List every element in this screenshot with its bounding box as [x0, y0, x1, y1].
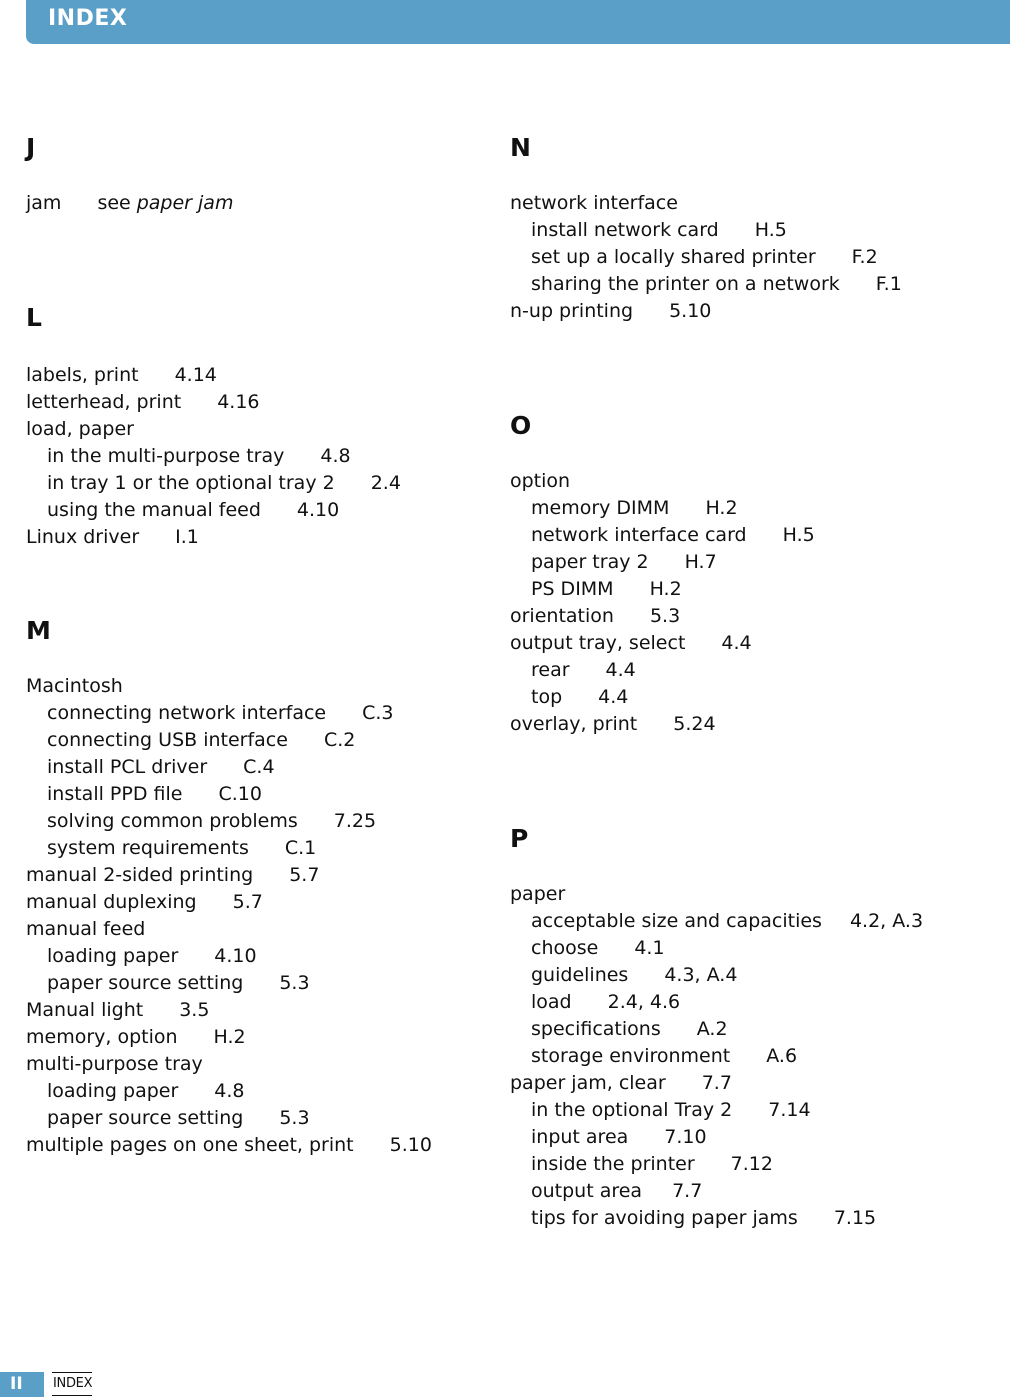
index-entry [510, 711, 970, 738]
index-entry [26, 1024, 486, 1051]
index-term: in the optional Tray 2 [531, 1099, 733, 1121]
index-entry [510, 190, 970, 217]
index-term: option [510, 470, 571, 492]
page-ref-link[interactable]: 4.1 [634, 937, 665, 959]
page-ref-link[interactable]: 4.16 [217, 391, 260, 413]
page-ref-link[interactable]: 4.8 [320, 445, 351, 467]
index-list-o [510, 468, 970, 738]
page-ref-link[interactable]: H.2 [213, 1026, 246, 1048]
index-subentry [510, 1178, 970, 1205]
index-term: jam [26, 192, 62, 214]
see-label: see [97, 192, 131, 214]
index-term: sharing the printer on a network [531, 273, 840, 295]
index-subentry [510, 908, 970, 935]
page-ref-link[interactable]: 4.8 [214, 1080, 245, 1102]
index-entry [26, 889, 486, 916]
index-subentry [510, 684, 970, 711]
page-ref-link[interactable]: A.6 [766, 1045, 798, 1067]
index-entry [26, 524, 486, 551]
index-entry [26, 997, 486, 1024]
index-term: Macintosh [26, 675, 123, 697]
page-ref-link[interactable]: H.5 [782, 524, 815, 546]
page-ref-link[interactable]: 2.4 [370, 472, 401, 494]
index-term: paper tray 2 [531, 551, 649, 573]
index-term: choose [531, 937, 599, 959]
index-term: install PPD file [47, 783, 183, 805]
index-term: multi-purpose tray [26, 1053, 203, 1075]
index-term: using the manual feed [47, 499, 261, 521]
index-term: network interface [510, 192, 678, 214]
index-subentry [26, 754, 486, 781]
page-ref-link[interactable]: C.1 [284, 837, 317, 859]
index-subentry [26, 497, 486, 524]
index-term: acceptable size and capacities [531, 910, 822, 932]
page-ref-link[interactable]: 4.14 [174, 364, 217, 386]
index-term: PS DIMM [531, 578, 614, 600]
index-list-n [510, 190, 970, 325]
index-term: load, paper [26, 418, 134, 440]
index-term: labels, print [26, 364, 139, 386]
index-term: load [531, 991, 572, 1013]
index-list-m [26, 673, 486, 1159]
page-ref-link[interactable]: 5.7 [289, 864, 320, 886]
index-entry [510, 603, 970, 630]
index-term: install network card [531, 219, 719, 241]
page-ref-link[interactable]: 4.4 [605, 659, 636, 681]
index-subentry [510, 244, 970, 271]
index-entry [26, 862, 486, 889]
index-subentry [510, 1151, 970, 1178]
index-subentry [26, 443, 486, 470]
index-subentry [26, 835, 486, 862]
index-subentry [510, 1016, 970, 1043]
index-term: manual duplexing [26, 891, 197, 913]
index-entry [510, 298, 970, 325]
page-ref-link[interactable]: 7.12 [730, 1153, 773, 1175]
index-subentry [510, 522, 970, 549]
index-entry [26, 673, 486, 700]
index-subentry [510, 1043, 970, 1070]
index-term: guidelines [531, 964, 629, 986]
index-subentry [26, 808, 486, 835]
index-term: top [531, 686, 563, 708]
index-term: input area [531, 1126, 629, 1148]
page-ref-link[interactable]: 2.4, 4.6 [607, 991, 681, 1013]
index-subentry [26, 943, 486, 970]
page-ref-link[interactable]: H.7 [684, 551, 717, 573]
page-ref-link[interactable]: H.2 [649, 578, 682, 600]
index-term: tips for avoiding paper jams [531, 1207, 798, 1229]
page-ref-link[interactable]: 7.10 [664, 1126, 707, 1148]
index-subentry [510, 549, 970, 576]
index-term: in tray 1 or the optional tray 2 [47, 472, 335, 494]
index-subentry [26, 970, 486, 997]
page-ref-link[interactable]: 5.7 [232, 891, 263, 913]
page-ref-link[interactable]: 7.7 [701, 1072, 732, 1094]
index-term: loading paper [47, 1080, 179, 1102]
index-term: set up a locally shared printer [531, 246, 816, 268]
index-term: orientation [510, 605, 614, 627]
index-term: network interface card [531, 524, 747, 546]
index-subentry [510, 271, 970, 298]
index-entry [510, 1070, 970, 1097]
index-term: Linux driver [26, 526, 140, 548]
index-subentry [26, 470, 486, 497]
index-subentry [510, 657, 970, 684]
index-term: paper jam, clear [510, 1072, 666, 1094]
index-term: memory, option [26, 1026, 178, 1048]
page-number: II [10, 1374, 23, 1394]
index-list-j [26, 190, 486, 217]
index-term: paper source setting [47, 972, 244, 994]
index-subentry [26, 1078, 486, 1105]
index-column-right [510, 128, 970, 1232]
page-ref-link[interactable]: 5.3 [279, 972, 310, 994]
page-ref-link[interactable]: 4.10 [296, 499, 340, 521]
index-term: in the multi-purpose tray [47, 445, 285, 467]
page-ref-link[interactable]: 7.25 [333, 810, 377, 832]
index-list-l [26, 362, 486, 551]
page-ref-link[interactable]: 7.7 [672, 1180, 703, 1202]
index-subentry [510, 935, 970, 962]
page-title: INDEX [48, 6, 128, 31]
index-entry [510, 630, 970, 657]
index-entry [510, 881, 970, 908]
index-term: rear [531, 659, 570, 681]
page-ref-link[interactable]: 7.15 [833, 1207, 877, 1229]
index-term: system requirements [47, 837, 249, 859]
index-term: output tray, select [510, 632, 686, 654]
index-term: letterhead, print [26, 391, 182, 413]
index-term: manual 2-sided printing [26, 864, 254, 886]
page-ref-link[interactable]: C.3 [362, 702, 394, 724]
page-ref-link[interactable]: F.1 [875, 273, 902, 295]
index-term: Manual light [26, 999, 144, 1021]
page-ref-link[interactable]: 4.10 [214, 945, 257, 967]
index-term: n-up printing [510, 300, 634, 322]
index-entry [26, 362, 486, 389]
index-entry [26, 916, 486, 943]
page-ref-link[interactable]: 4.4 [598, 686, 629, 708]
page-ref-link[interactable]: 3.5 [179, 999, 210, 1021]
index-subentry [510, 989, 970, 1016]
footer-section-label: INDEX [52, 1372, 92, 1396]
index-term: overlay, print [510, 713, 638, 735]
index-entry [26, 190, 486, 217]
page-ref-link[interactable]: 4.4 [721, 632, 752, 654]
index-subentry [510, 962, 970, 989]
index-subentry [26, 700, 486, 727]
index-entry [26, 416, 486, 443]
section-letter-m: M [26, 616, 51, 645]
page-ref-link[interactable]: I.1 [175, 526, 199, 548]
index-entry [26, 1132, 486, 1159]
index-subentry [26, 727, 486, 754]
page-ref-link[interactable]: C.10 [218, 783, 262, 805]
header-bar [26, 0, 1010, 44]
page-ref-link[interactable]: 7.14 [768, 1099, 811, 1121]
page-ref-link[interactable]: H.2 [705, 497, 738, 519]
section-letter-o: O [510, 411, 532, 440]
index-term: multiple pages on one sheet, print [26, 1134, 354, 1156]
page-ref-link[interactable]: 4.2, A.3 [849, 910, 924, 932]
index-subentry [510, 576, 970, 603]
index-term: connecting network interface [47, 702, 327, 724]
index-subentry [510, 1097, 970, 1124]
index-subentry [510, 217, 970, 244]
index-term: install PCL driver [47, 756, 208, 778]
page-ref-link[interactable]: H.5 [754, 219, 787, 241]
index-term: paper source setting [47, 1107, 244, 1129]
section-letter-n: N [510, 133, 531, 162]
index-list-p [510, 881, 970, 1232]
page-ref-link[interactable]: 5.10 [389, 1134, 432, 1156]
index-entry [26, 389, 486, 416]
index-subentry [510, 1124, 970, 1151]
page-ref-link[interactable]: 5.24 [673, 713, 716, 735]
page-ref-link[interactable]: 5.3 [279, 1107, 310, 1129]
page-ref-link[interactable]: F.2 [851, 246, 878, 268]
index-term: inside the printer [531, 1153, 695, 1175]
index-term: connecting USB interface [47, 729, 288, 751]
index-term: manual feed [26, 918, 146, 940]
footer-page-badge [0, 1372, 44, 1397]
index-term: memory DIMM [531, 497, 670, 519]
index-subentry [26, 1105, 486, 1132]
index-term: storage environment [531, 1045, 731, 1067]
page-ref-link[interactable]: A.2 [696, 1018, 728, 1040]
index-term: output area [531, 1180, 643, 1202]
page-ref-link[interactable]: 4.3, A.4 [664, 964, 738, 986]
index-term: specifications [531, 1018, 661, 1040]
page-ref-link[interactable]: 5.10 [669, 300, 712, 322]
index-term: solving common problems [47, 810, 298, 832]
index-term: paper [510, 883, 566, 905]
index-entry [26, 1051, 486, 1078]
page-ref-link[interactable]: C.2 [323, 729, 356, 751]
index-term: loading paper [47, 945, 179, 967]
section-letter-l: L [26, 303, 42, 332]
section-letter-j: J [26, 133, 36, 162]
index-subentry [26, 781, 486, 808]
see-reference-link[interactable]: paper jam [136, 192, 234, 214]
index-column-left [26, 128, 486, 1159]
section-letter-p: P [510, 824, 529, 853]
page-ref-link[interactable]: 5.3 [649, 605, 681, 627]
index-subentry [510, 1205, 970, 1232]
index-entry [510, 468, 970, 495]
index-subentry [510, 495, 970, 522]
page-ref-link[interactable]: C.4 [243, 756, 275, 778]
